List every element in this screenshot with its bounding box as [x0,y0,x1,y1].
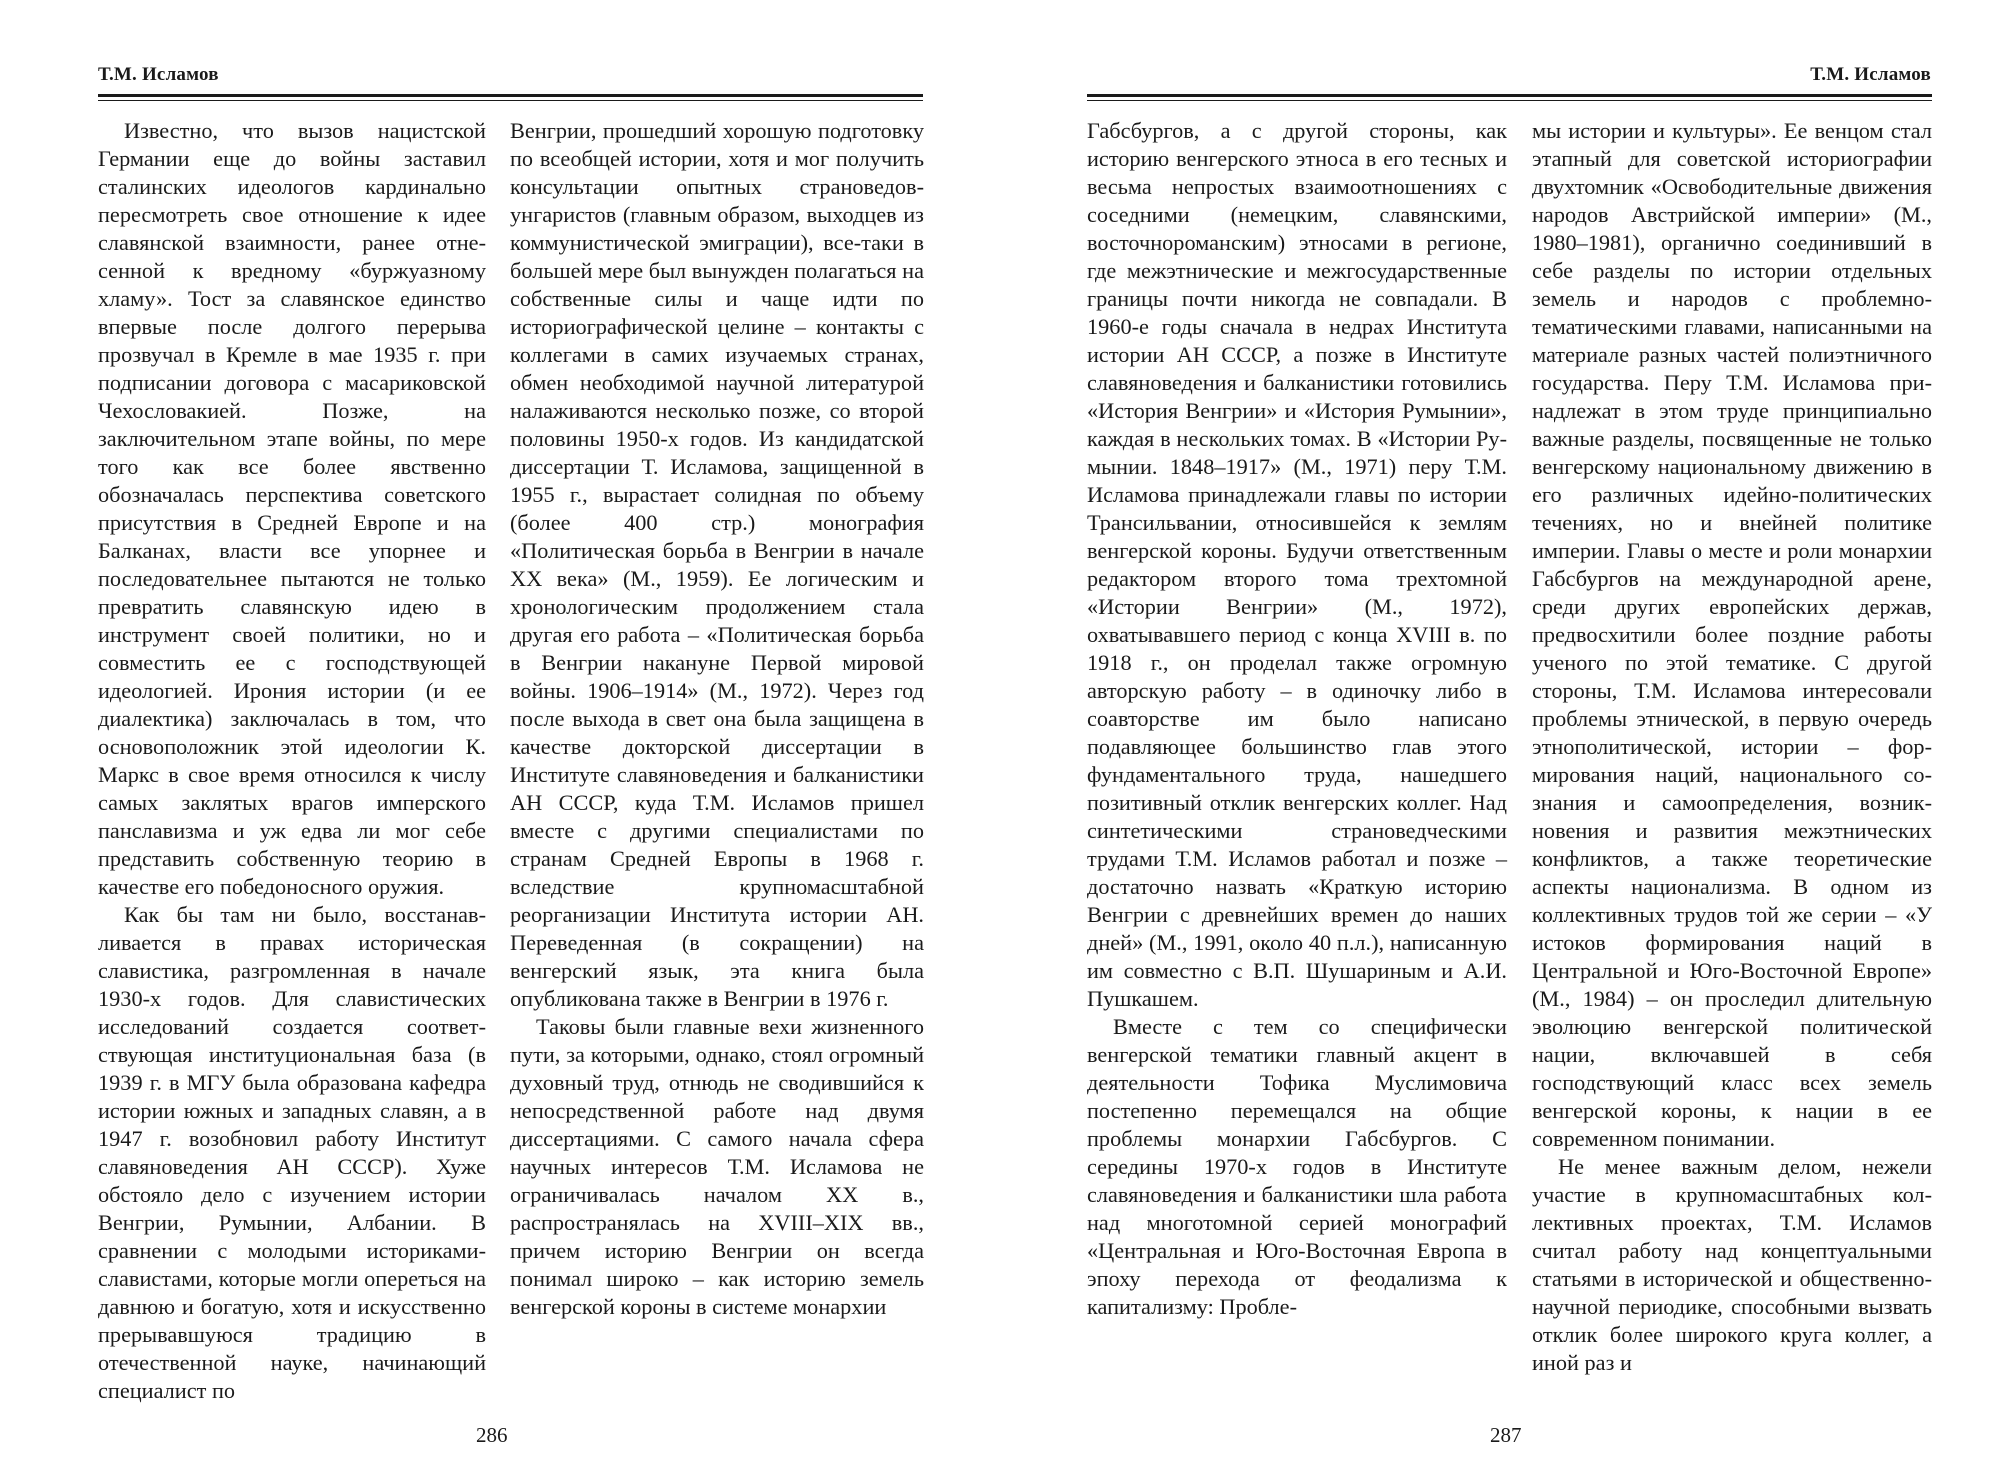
header-rule [98,94,923,97]
right-page [1000,0,2000,1469]
running-head: Т.М. Исламов [1810,64,1931,85]
header-rule-thin [1087,100,1932,101]
paragraph: Габсбургов, а с другой стороны, как историю венгерского этноса в его тесных и весьма непростых взаимоотношениях с соседними (немецким, славянскими, восточнороманским) этносами в регионе, где межэтнические и межгосударственные границы почти никогда не совпадали. В 1960-е годы сначала в недрах Института истории АН СССР, а позже в Институте славяноведения и балканистики готовились «История Венгрии» и «История Румынии», каждая в нескольких томах. В «Истории Румынии. 1848–1917» (М., 1971) перу Т.М. Исламова принадлежали главы по истории Трансильвании, относившейся к землям венгерской короны. Будучи ответственным редактором второго тома трехтомной «Истории Венгрии» (М., 1972), охватывавшего период с конца XVIII в. по 1918 г., он проделал также огромную авторскую работу – в одиночку либо в соавторстве им было написано подавляющее большинство глав этого фундаментального труда, нашедшего позитивный отклик венгерских коллег. Над синтетическими страноведческими трудами Т.М. Исламов работал и позже – достаточно назвать «Краткую историю Венгрии с древнейших времен до наших дней» (М., 1991, около 40 п.л.), написанную им совместно с В.П. Шушариным и А.И. Пушкашем. [1087,118,1507,1011]
paragraph: Известно, что вызов нацистской Германии еще до войны заставил сталинских идеологов кардинально пересмотреть свое отношение к идее славянской взаимности, ранее отнесенной к вредному «буржуазному хламу». Тост за славянское единство впервые после долгого перерыва прозвучал в Кремле в мае 1935 г. при подписании договора с масариковской Чехословакией. Позже, на заключительном этапе войны, по мере того как все более явственно обозначалась перспектива советского присутствия в Средней Европе и на Балканах, власти все упорнее и последовательнее пытаются не только превратить славянскую идею в инструмент своей политики, но и совместить ее с господствующей идеологией. Ирония истории (и ее диалектика) заключалась в том, что основоположник этой идеологии К. Маркс в свое время относился к числу самых заклятых врагов имперского панславизма и уж едва ли мог себе представить собственную теорию в качестве его победоносного оружия. [98,118,486,899]
page-number: 287 [1490,1423,1522,1447]
paragraph: Не менее важным делом, нежели участие в крупномасштабных коллективных проектах, Т.М. Исламов считал работу над концептуальными статьями в исторической и общественно-научной периодике, способными вызвать отклик более широкого круга коллег, а иной раз и [1532,1154,1932,1375]
text-column-3 [1087,117,1507,1321]
header-rule [1087,94,1932,97]
text-column-1 [98,117,486,1405]
page-number: 286 [476,1423,508,1447]
paragraph: Как бы там ни было, восстанавливается в правах историческая славистика, разгромленная в начале 1930-х годов. Для славистических исследований создается соответствующая институциональная база (в 1939 г. в МГУ была образована кафедра истории южных и западных славян, а в 1947 г. возобновил работу Институт славяноведения АН СССР). Хуже обстояло дело с изучением истории Венгрии, Румынии, Албании. В сравнении с молодыми историками-славистами, которые могли опереться на давнюю и богатую, хотя и искусственно прерывавшуюся традицию в отечественной науке, начинающий специалист по [98,902,486,1403]
paragraph: Вместе с тем со специфически венгерской тематики главный акцент в деятельности Тофика Муслимовича постепенно перемещался на общие проблемы монархии Габсбургов. С середины 1970-х годов в Институте славяноведения и балканистики шла работа над многотомной серией монографий «Центральная и Юго-Восточная Европа в эпоху перехода от феодализма к капитализму: Пробле- [1087,1014,1507,1319]
text-column-4 [1532,117,1932,1377]
header-rule-thin [98,100,923,101]
running-head: Т.М. Исламов [98,64,219,85]
paragraph: Таковы были главные вехи жизненного пути, за которыми, однако, стоял огромный духовный труд, отнюдь не сводившийся к непосредственной работе над двумя диссертациями. С самого начала сфера научных интересов Т.М. Исламова не ограничивалась началом XX в., распространялась на XVIII–XIX вв., причем историю Венгрии он всегда понимал широко – как историю земель венгерской короны в системе монархии [510,1014,924,1319]
paragraph: Венгрии, прошедший хорошую подготовку по всеобщей истории, хотя и мог получить консультации опытных страноведов-унгаристов (главным образом, выходцев из коммунистической эмиграции), все-таки в большей мере был вынужден полагаться на собственные силы и чаще идти по историографической целине – контакты с коллегами в самих изучаемых странах, обмен необходимой научной литературой налаживаются несколько позже, со второй половины 1950-х годов. Из кандидатской диссертации Т. Исламова, защищенной в 1955 г., вырастает солидная по объему (более 400 стр.) монография «Политическая борьба в Венгрии в начале XX века» (М., 1959). Ее логическим и хронологическим продолжением стала другая его работа – «Политическая борьба в Венгрии накануне Первой мировой войны. 1906–1914» (М., 1972). Через год после выхода в свет она была защищена в качестве докторской диссертации в Институте славяноведения и балканистики АН СССР, куда Т.М. Исламов пришел вместе с другими специалистами по странам Средней Европы в 1968 г. вследствие крупномасштабной реорганизации Института истории АН. Переведенная (в сокращении) на венгерский язык, эта книга была опубликована также в Венгрии в 1976 г. [510,118,924,1011]
paragraph: мы истории и культуры». Ее венцом стал этапный для советской историографии двухтомник «Освободительные движения народов Австрийской империи» (М., 1980–1981), органично соединивший в себе разделы по истории отдельных земель и народов с проблемно-тематическими главами, написанными на материале разных частей полиэтничного государства. Перу Т.М. Исламова принадлежат в этом труде принципиально важные разделы, посвященные не только венгерскому национальному движению в его различных идейно-политических течениях, но и внейней политике империи. Главы о месте и роли монархии Габсбургов на международной арене, среди других европейских держав, предвосхитили более поздние работы ученого по этой тематике. С другой стороны, Т.М. Исламова интересовали проблемы этнической, в первую очередь этнополитической, истории – формирования наций, национального сознания и самоопределения, возникновения и развития межэтнических конфликтов, а также теоретические аспекты национализма. В одном из коллективных трудов той же серии – «У истоков формирования наций в Центральной и Юго-Восточной Европе» (М., 1984) – он проследил длительную эволюцию венгерской политической нации, включавшей в себя господствующий класс всех земель венгерской короны, к нации в ее современном понимании. [1532,118,1932,1151]
text-column-2 [510,117,924,1321]
